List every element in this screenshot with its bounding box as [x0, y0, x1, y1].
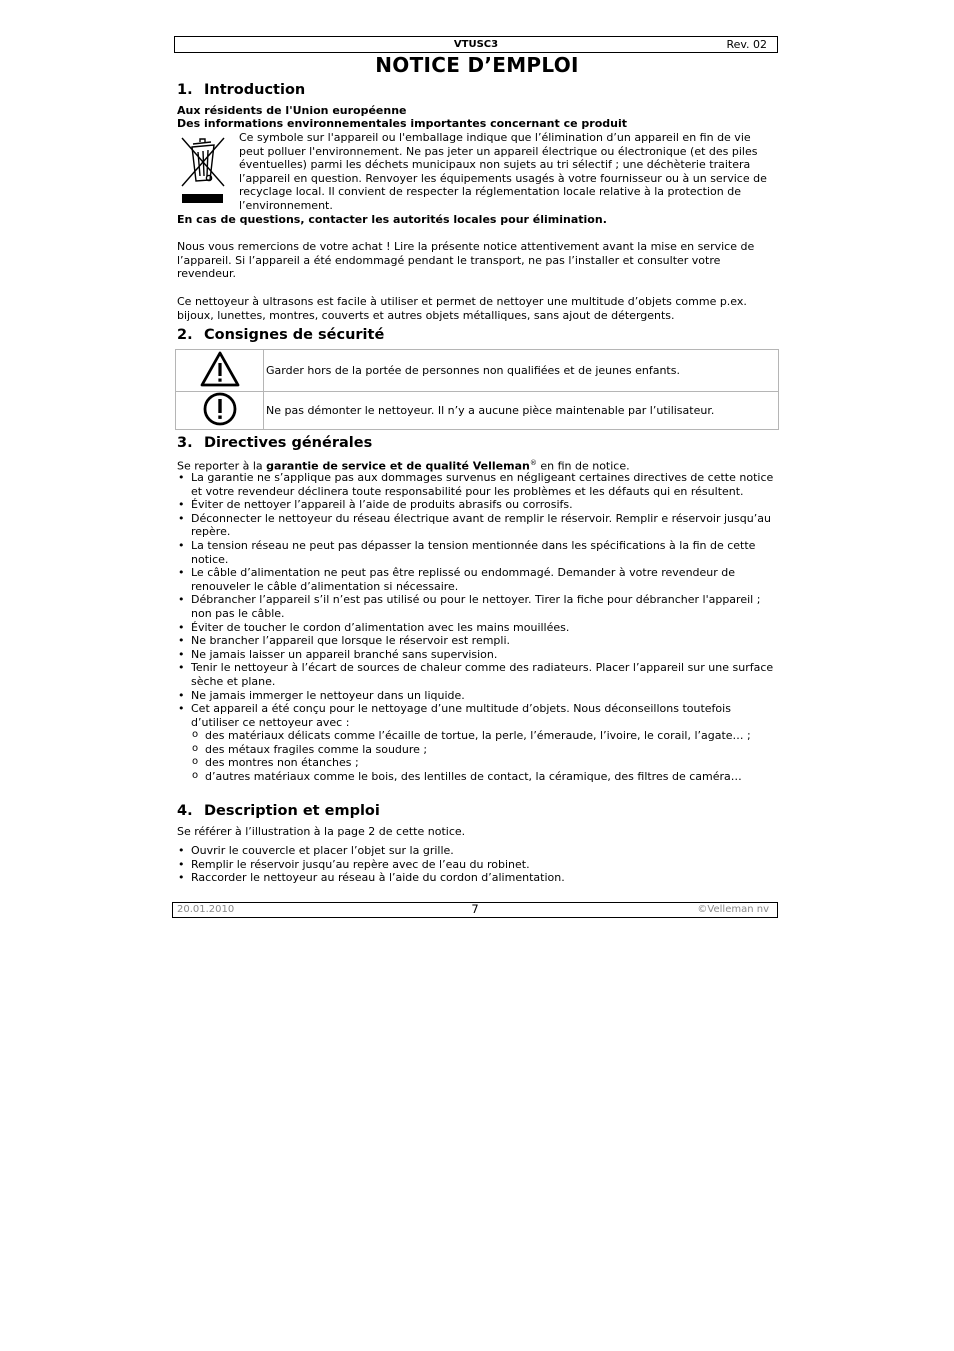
sublist-item: o des montres non étanches ;: [191, 756, 779, 770]
section-heading-guidelines: [177, 435, 372, 451]
list-item: • Ne brancher l’appareil que lorsque le réservoir est rempli.: [177, 634, 779, 648]
section-heading-usage: [177, 803, 380, 819]
list-item: • Tenir le nettoyeur à l’écart de sources de chaleur comme des radiateurs. Placer l’appareil sur une surface sèche et plane.: [177, 661, 779, 688]
safety-row: [176, 392, 779, 430]
section-heading-safety: [177, 327, 384, 343]
safety-row: [176, 350, 779, 392]
section-title: Introduction: [204, 82, 306, 98]
list-item: • Éviter de toucher le cordon d’alimentation avec les mains mouillées.: [177, 621, 779, 635]
env-info-label: Des informations environnementales importantes concernant ce produit: [177, 117, 627, 130]
page-number: 7: [471, 902, 479, 916]
registered-mark: ®: [529, 459, 537, 467]
section-heading-introduction: [177, 82, 305, 98]
usage-list: [177, 844, 779, 885]
product-description: Ce nettoyeur à ultrasons est facile à utiliser et permet de nettoyer une multitude d’objets comme p.ex. bijoux, lunettes, montres, couverts et autres objets métalliques, sans ajout de détergents.: [177, 295, 747, 322]
safety-table: [175, 349, 779, 430]
section-number: 1.: [177, 82, 193, 98]
safety-text: Garder hors de la portée de personnes non qualifiées et de jeunes enfants.: [264, 350, 779, 392]
section-number: 3.: [177, 435, 193, 451]
warning-triangle-icon: [200, 351, 240, 387]
list-item: • La tension réseau ne peut pas dépasser la tension mentionnée dans les spécifications à la fin de cette notice.: [177, 539, 779, 566]
section-title: Consignes de sécurité: [204, 327, 385, 343]
safety-text: Ne pas démonter le nettoyeur. Il n’y a aucune pièce maintenable par l’utilisateur.: [264, 392, 779, 430]
list-item: • Ouvrir le couvercle et placer l’objet sur la grille.: [177, 844, 779, 858]
exclamation-circle-icon: [202, 392, 238, 426]
document-title: NOTICE D’EMPLOI: [375, 53, 579, 77]
page-header: [174, 36, 778, 53]
thanks-paragraph: Nous vous remercions de votre achat ! Lire la présente notice attentivement avant la mise en service de l’appareil. Si l’appareil a été endommagé pendant le transport, ne pas l’installer et consulter votre revendeur.: [177, 240, 755, 281]
warranty-text-bold: garantie de service et de qualité Velleman: [266, 459, 530, 473]
list-item: • Le câble d’alimentation ne peut pas être replissé ou endommagé. Demander à votre revendeur de renouveler le câble d’alimentation si nécessaire.: [177, 566, 779, 593]
warranty-text-post: en fin de notice.: [536, 459, 630, 473]
contact-authorities: En cas de questions, contacter les autorités locales pour élimination.: [177, 213, 607, 226]
section-title: Description et emploi: [204, 803, 380, 819]
list-item: • Ne jamais laisser un appareil branché sans supervision.: [177, 648, 779, 662]
sublist-item: o d’autres matériaux comme le bois, des lentilles de contact, la céramique, des filtres de caméra…: [191, 770, 779, 784]
list-item: • Raccorder le nettoyeur au réseau à l’aide du cordon d’alimentation.: [177, 871, 779, 885]
weee-bin-icon: [178, 134, 228, 206]
guidelines-list: [177, 471, 779, 784]
footer-copyright: ©Velleman nv: [697, 904, 769, 915]
section-number: 2.: [177, 327, 193, 343]
sublist-item: o des matériaux délicats comme l’écaille de tortue, la perle, l’émeraude, l’ivoire, le corail, l’agate… ;: [191, 729, 779, 743]
section-number: 4.: [177, 803, 193, 819]
sublist-item: o des métaux fragiles comme la soudure ;: [191, 743, 779, 757]
warranty-text-pre: Se reporter à la: [177, 459, 267, 473]
footer-date: 20.01.2010: [177, 904, 235, 915]
materials-sublist: [191, 729, 779, 783]
list-item: • Ne jamais immerger le nettoyeur dans un liquide.: [177, 689, 779, 703]
weee-paragraph: Ce symbole sur l'appareil ou l'emballage indique que l’élimination d’un appareil en fin de vie peut polluer l'environnement. Ne pas jeter un appareil électrique ou électronique (et des piles éventuelles) parmi les déchets municipaux non sujets au tri sélectif ; une déchèterie traitera l’appareil en question. Renvoyer les équipements usagés à votre fournisseur ou à un service de recyclage local. Il convient de respecter la réglementation locale relative à la protection de l’environnement.: [239, 131, 767, 212]
model-number: VTUSC3: [453, 39, 499, 50]
page-footer: [172, 902, 778, 918]
list-item: • Déconnecter le nettoyeur du réseau électrique avant de remplir le réservoir. Remplir e réservoir jusqu’au repère.: [177, 512, 779, 539]
revision-label: Rev. 02: [726, 38, 767, 51]
eu-residents-label: Aux résidents de l'Union européenne: [177, 104, 407, 117]
illustration-reference: Se référer à l’illustration à la page 2 de cette notice.: [177, 825, 466, 838]
list-item: • Remplir le réservoir jusqu’au repère avec de l’eau du robinet.: [177, 858, 779, 872]
list-item: • Débrancher l’appareil s’il n’est pas utilisé ou pour le nettoyer. Tirer la fiche pour débrancher l'appareil ; non pas le câble.: [177, 593, 779, 620]
section-title: Directives générales: [204, 435, 373, 451]
list-item-text: Cet appareil a été conçu pour le nettoyage d’une multitude d’objets. Nous déconseillons toutefois d’utiliser ce nettoyeur avec :: [191, 702, 731, 729]
list-item: • La garantie ne s’applique pas aux dommages survenus en négligeant certaines directives de cette notice et votre revendeur déclinera toute responsabilité pour les problèmes et les défauts qui en résultent.: [177, 471, 779, 498]
list-item: [177, 702, 779, 784]
list-item: • Éviter de nettoyer l’appareil à l’aide de produits abrasifs ou corrosifs.: [177, 498, 779, 512]
